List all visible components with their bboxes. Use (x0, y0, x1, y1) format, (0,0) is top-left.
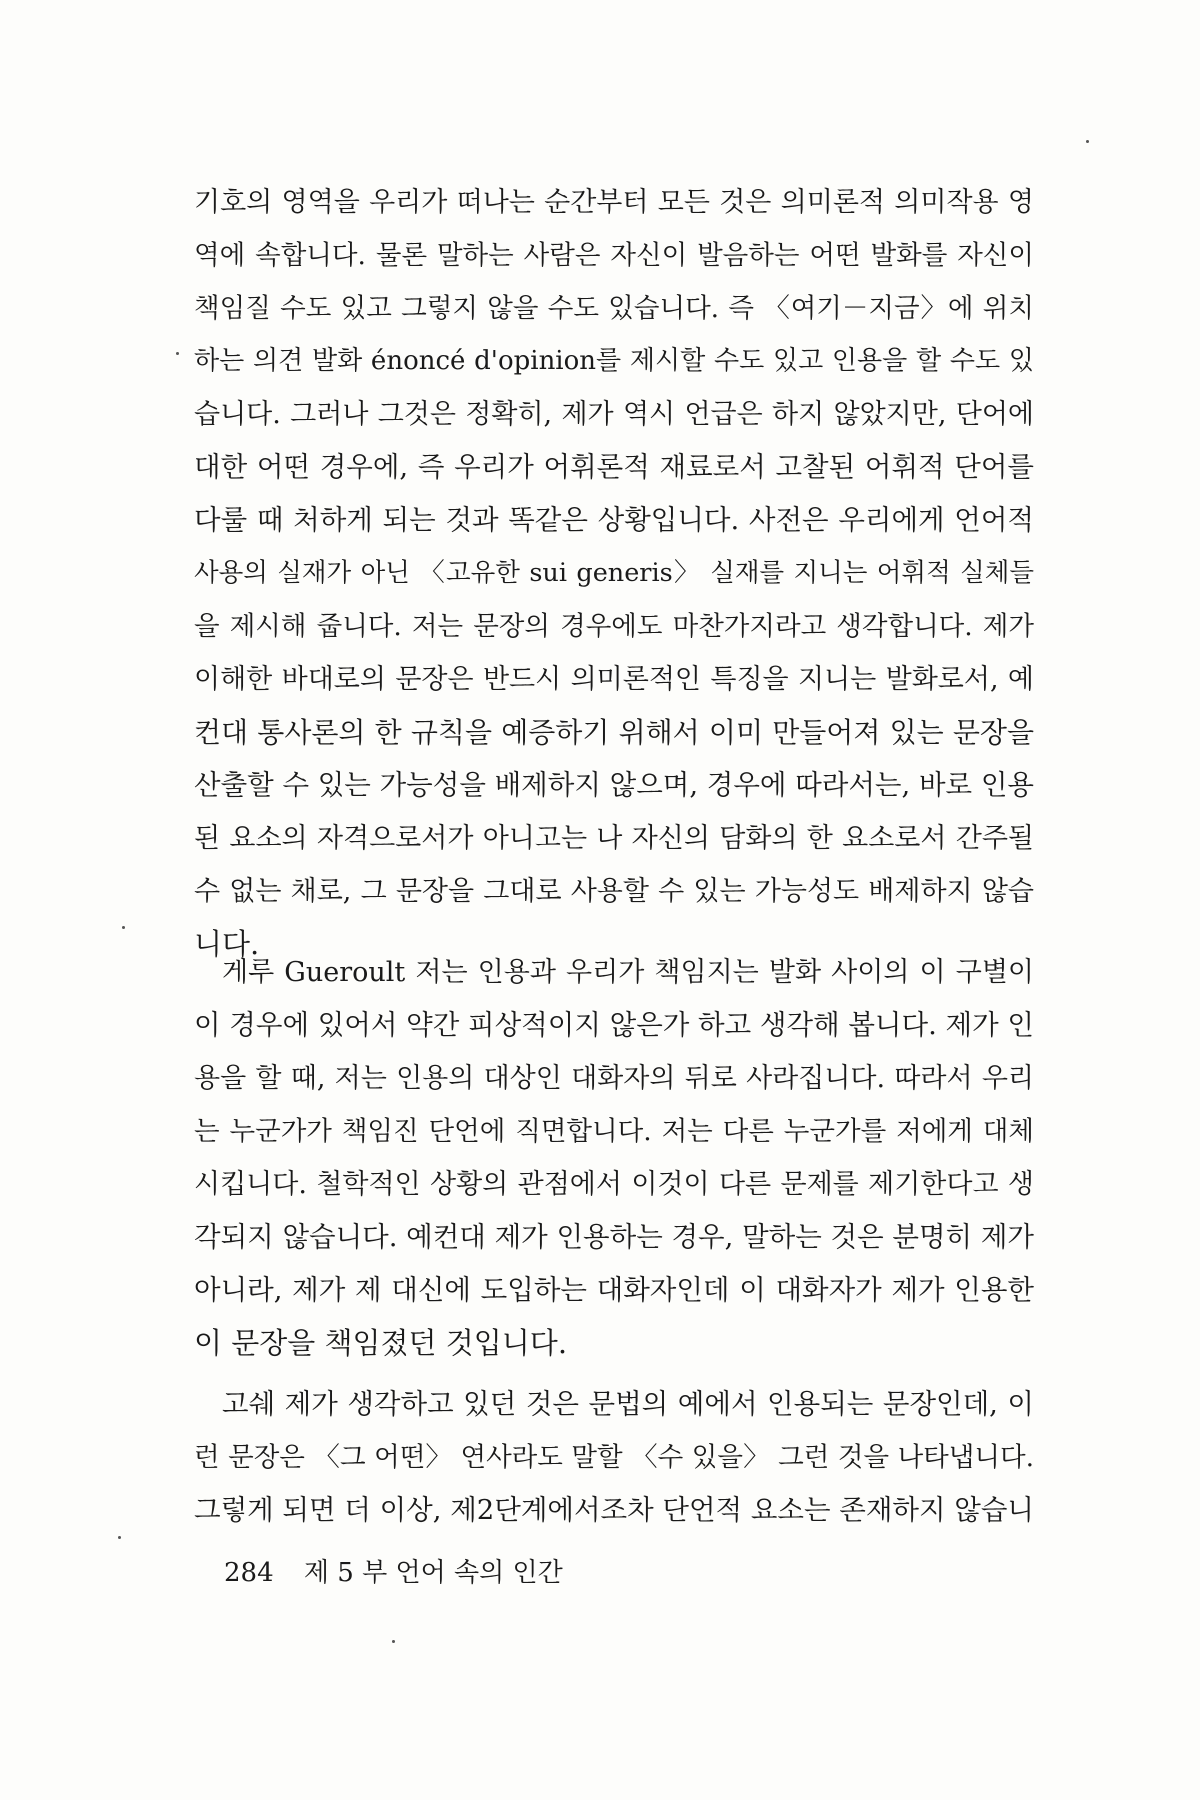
text-line: 니다. (194, 927, 260, 961)
scan-speck (122, 926, 125, 929)
text-line: 아니라, 제가 제 대신에 도입하는 대화자인데 이 대화자가 제가 인용한 (194, 1274, 1034, 1306)
running-header: 제 5 부 언어 속의 인간 (303, 1558, 563, 1588)
text-line: 사용의 실재가 아닌 〈고유한 sui generis〉 실재를 지니는 어휘적 실체들 (194, 558, 1034, 588)
scan-speck (392, 1640, 395, 1643)
text-line: 이 문장을 책임졌던 것입니다. (194, 1326, 568, 1360)
page-number: 284 (224, 1558, 274, 1588)
paragraph-3 (194, 1378, 1034, 1537)
paragraph-2 (194, 946, 1034, 1370)
text-line: 고쉐 제가 생각하고 있던 것은 문법의 예에서 인용되는 문장인데, 이 (222, 1388, 1034, 1420)
scan-speck (176, 352, 179, 355)
page-footer (224, 1552, 563, 1589)
text-line: 이 경우에 있어서 약간 피상적이지 않은가 하고 생각해 봅니다. 제가 인 (194, 1009, 1034, 1041)
text-line: 각되지 않습니다. 예컨대 제가 인용하는 경우, 말하는 것은 분명히 제가 (194, 1221, 1034, 1253)
text-line: 을 제시해 줍니다. 저는 문장의 경우에도 마찬가지라고 생각합니다. 제가 (194, 611, 1034, 642)
text-line: 런 문장은 〈그 어떤〉 연사라도 말할 〈수 있을〉 그런 것을 나타냅니다. (194, 1442, 1034, 1473)
text-line: 다룰 때 처하게 되는 것과 똑같은 상황입니다. 사전은 우리에게 언어적 (194, 504, 1034, 536)
text-line: 수 없는 채로, 그 문장을 그대로 사용할 수 있는 가능성도 배제하지 않습 (194, 876, 1034, 907)
text-line: 게루 Gueroult 저는 인용과 우리가 책임지는 발화 사이의 이 구별이 (222, 957, 1034, 988)
text-line: 시킵니다. 철학적인 상황의 관점에서 이것이 다른 문제를 제기한다고 생 (194, 1169, 1034, 1200)
scan-speck (118, 1536, 121, 1539)
text-line: 용을 할 때, 저는 인용의 대상인 대화자의 뒤로 사라집니다. 따라서 우리 (194, 1063, 1034, 1094)
text-line: 기호의 영역을 우리가 떠나는 순간부터 모든 것은 의미론적 의미작용 영 (194, 187, 1034, 218)
text-line: 책임질 수도 있고 그렇지 않을 수도 있습니다. 즉 〈여기－지금〉에 위치 (194, 293, 1034, 324)
text-line: 대한 어떤 경우에, 즉 우리가 어휘론적 재료로서 고찰된 어휘적 단어를 (194, 451, 1034, 483)
paragraph-1 (194, 176, 1034, 971)
text-line: 습니다. 그러나 그것은 정확히, 제가 역시 언급은 하지 않았지만, 단어에 (194, 399, 1034, 430)
text-line: 그렇게 되면 더 이상, 제2단계에서조차 단언적 요소는 존재하지 않습니 (194, 1494, 1034, 1526)
text-line: 된 요소의 자격으로서가 아니고는 나 자신의 담화의 한 요소로서 간주될 (194, 823, 1034, 854)
text-line: 하는 의견 발화 énoncé d'opinion를 제시할 수도 있고 인용을 할 수도 있 (194, 346, 1034, 376)
text-line: 컨대 통사론의 한 규칙을 예증하기 위해서 이미 만들어져 있는 문장을 (194, 716, 1034, 749)
text-line: 역에 속합니다. 물론 말하는 사람은 자신이 발음하는 어떤 발화를 자신이 (194, 240, 1034, 271)
text-line: 산출할 수 있는 가능성을 배제하지 않으며, 경우에 따라서는, 바로 인용 (194, 769, 1034, 801)
text-line: 는 누군가가 책임진 단언에 직면합니다. 저는 다른 누군가를 저에게 대체 (194, 1116, 1034, 1147)
scan-speck (1086, 140, 1089, 143)
text-line: 이해한 바대로의 문장은 반드시 의미론적인 특징을 지니는 발화로서, 예 (194, 664, 1034, 695)
